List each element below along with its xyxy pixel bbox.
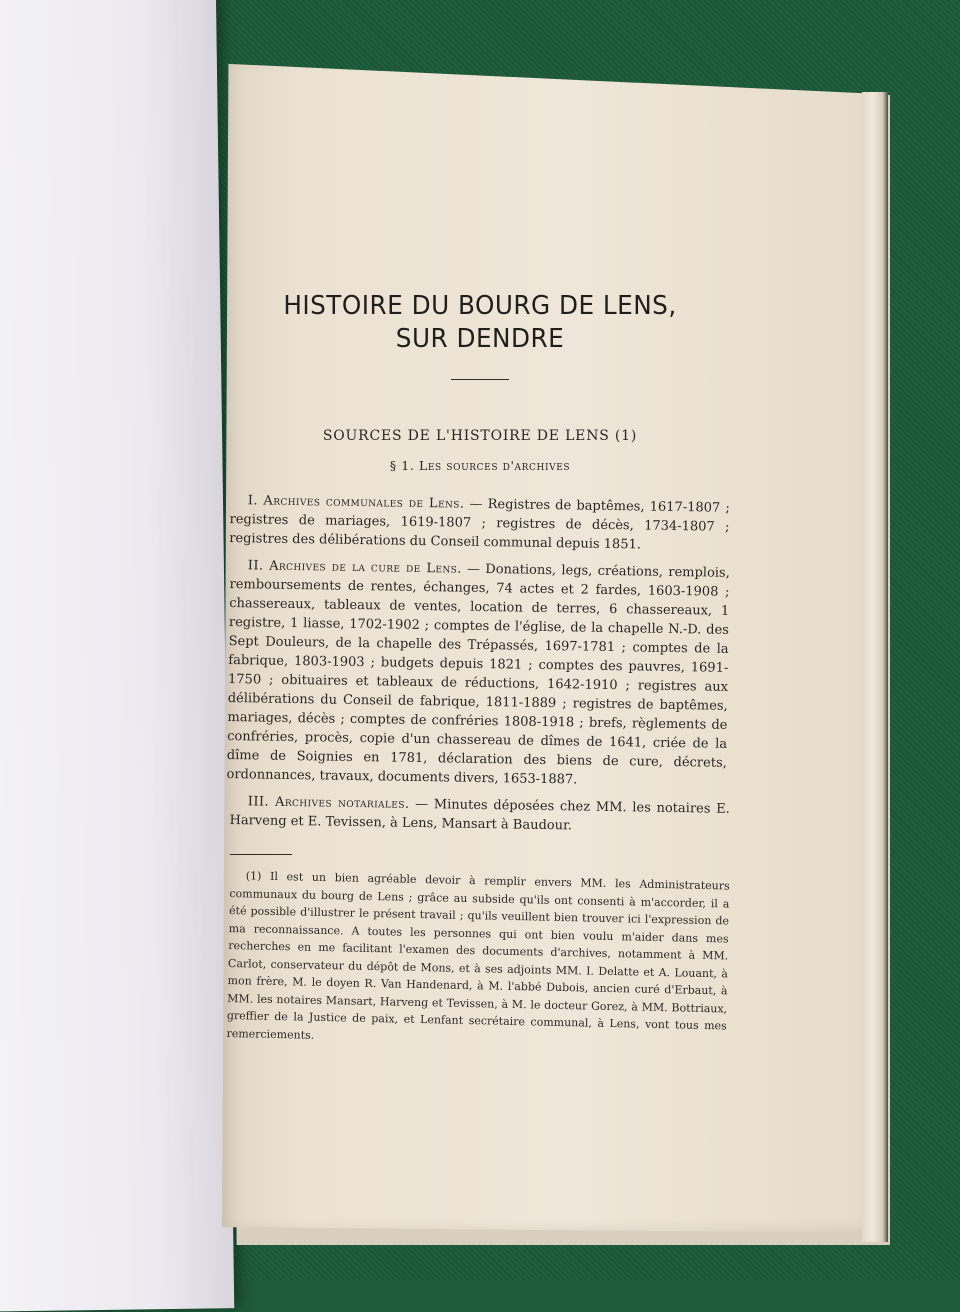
entry-text: — Minutes déposées chez MM. les notaires E. Harveng et E. Tevissen, à Lens, Mansart à Baudour. — [229, 796, 730, 834]
entry-lead: I. Archives communales de Lens. — [247, 493, 465, 512]
section-heading: § 1. Les sources d'archives — [389, 458, 571, 473]
entry-lead: II. Archives de la cure de Lens. — [247, 558, 462, 577]
page-title — [243, 290, 718, 355]
title-rule — [451, 379, 509, 380]
title-line-2: SUR DENDRE — [395, 323, 565, 354]
entry-text: — Donations, legs, créations, remplois, remboursements de rentes, échanges, 74 actes et 2 fardes, 1603-1908 ; chassereaux, tableaux de ventes, location de terres, 6 chassereaux, 1 registre, 1 liasse, 1702-1902 ; comptes de l'église, de la chapelle N.-D. des Sept Douleurs, de la chapelle des Trépassés, 1697-1781 ; comptes de la fabrique, 1803-1903 ; budgets depuis 1821 ; comptes des pauvres, 1691-1750 ; obituaires et tableaux de réductions, 1642-1910 ; registres aux délibérations du Conseil de fabrique, 1811-1889 ; registres de baptêmes, mariages, décès ; comptes de confréries 1808-1918 ; brefs, règlements de confréries, procès, copie d'un chassereau de dîmes de 1641, criée de la dîme de Soignies en 1781, déclaration des biens de cure, décrets, ordonnances, travaux, documents divers, 1653-1887. — [226, 561, 730, 788]
entries-list — [226, 491, 730, 834]
entry-lead: III. Archives notariales. — [247, 794, 410, 812]
entry-text: — Registres de baptêmes, 1617-1807 ; registres de mariages, 1619-1807 ; registres de décès, 1734-1807 ; registres des délibérations du Conseil communal depuis 1851. — [229, 496, 730, 553]
entry-communales — [229, 491, 730, 556]
entry-cure — [226, 556, 730, 792]
facing-blank-page — [0, 0, 234, 1312]
page-content — [226, 290, 730, 1042]
entry-notariales — [229, 792, 730, 838]
footnote: (1) Il est un bien agréable devoir à remplir envers MM. les Administrateurs communaux du bourg de Lens ; grâce au subside qu'ils ont consenti à m'accorder, il a été possible d'illustrer le présent travail ; qu'ils veuillent bien trouver ici l'expression de ma reconnaissance. A toutes les personnes qui ont bien voulu m'aider dans mes recherches en me facilitant l'examen des documents d'archives, notamment à MM. Carlot, conservateur du dépôt de Mons, et à ses adjoints MM. I. Delatte et A. Louant, à mon frère, M. le doyen R. Van Handenard, à M. l'abbé Dubois, ancien curé d'Erbaut, à MM. les notaires Mansart, Harveng et Tevissen, à M. le docteur Gorez, à MM. Bottriaux, greffier de la Justice de paix, et Lenfant secrétaire communal, à Lens, vont tous mes remerciements. — [226, 869, 730, 1042]
page-stack-edge — [862, 92, 888, 1242]
title-line-1: HISTOIRE DU BOURG DE LENS, — [283, 291, 677, 321]
sources-heading: SOURCES DE L'HISTOIRE DE LENS (1) — [322, 428, 638, 444]
footnote-rule — [230, 854, 292, 855]
